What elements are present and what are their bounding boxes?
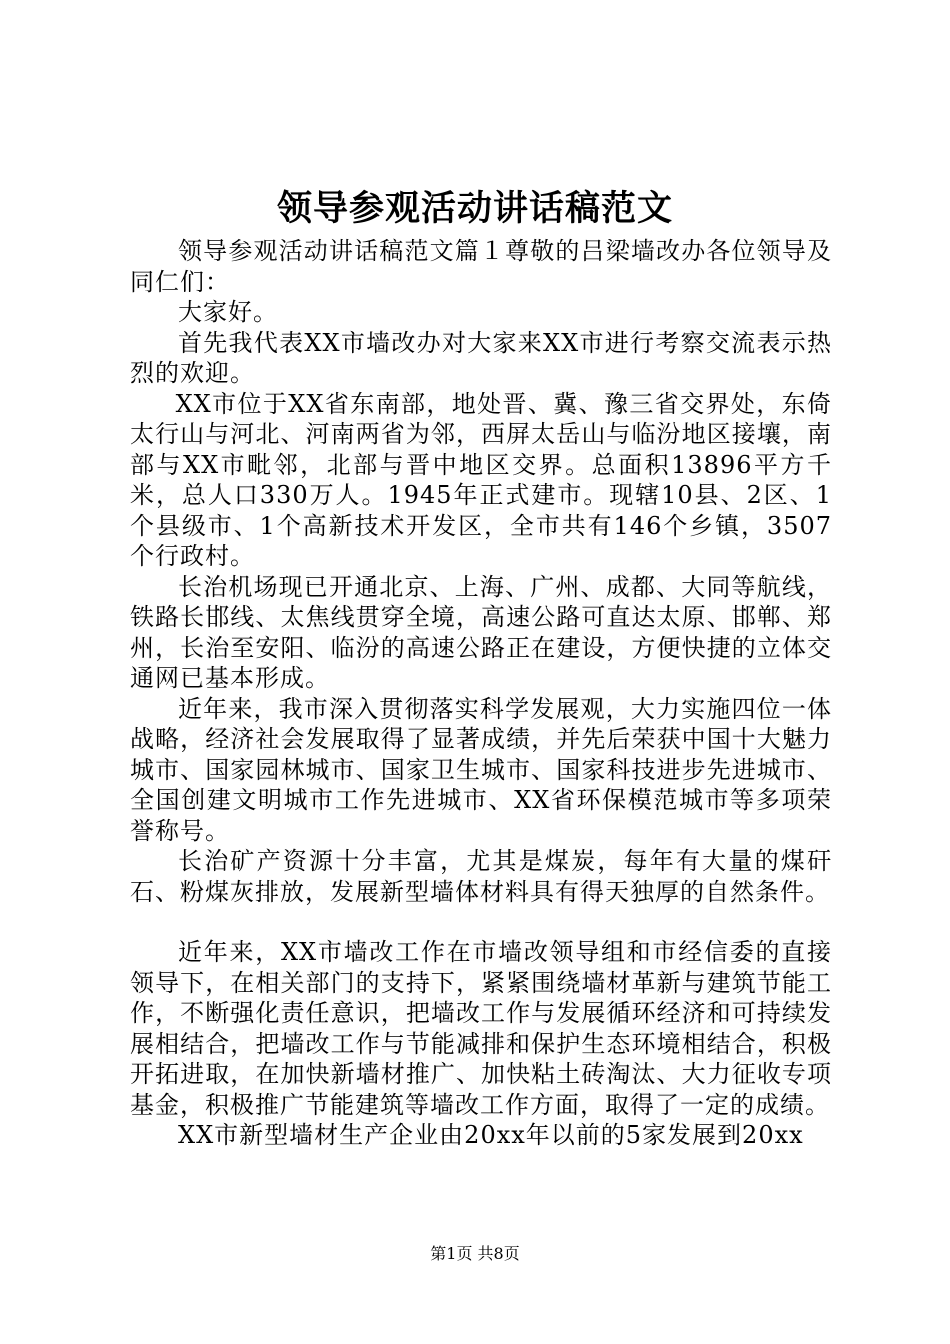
paragraph-enterprises: XX市新型墙材生产企业由20xx年以前的5家发展到20xx [178, 1121, 804, 1149]
paragraph-welcome: 首先我代表XX市墙改办对大家来XX市进行考察交流表示热烈的欢迎。 [130, 328, 832, 387]
page-footer: 第1页 共8页 [430, 1244, 520, 1263]
document-title: 领导参观活动讲话稿范文 [276, 188, 673, 229]
paragraph-wall-reform: 近年来，XX市墙改工作在市墙改领导组和市经信委的直接领导下，在相关部门的支持下，紧紧围绕墙材革新与建筑节能工作，不断强化责任意识，把墙改工作与发展循环经济和可持续发展相结合，把墙改工作与节能减排和保护生态环境相结合，积极开拓进取，在加快新墙材推广、加快粘土砖淘汰、大力征收专项基金，积极推广节能建筑等墙改工作方面，取得了一定的成绩。 [130, 938, 832, 1119]
paragraph-achievements: 近年来，我市深入贯彻落实科学发展观，大力实施四位一体战略，经济社会发展取得了显著成绩，并先后荣获中国十大魅力城市、国家园林城市、国家卫生城市、国家科技进步先进城市、全国创建文明城市工作先进城市、XX省环保模范城市等多项荣誉称号。 [130, 694, 832, 845]
paragraph-greeting: 领导参观活动讲话稿范文篇１尊敬的吕梁墙改办各位领导及同仁们： [130, 237, 832, 296]
paragraph-transport: 长治机场现已开通北京、上海、广州、成都、大同等航线，铁路长邯线、太焦线贯穿全境，高速公路可直达太原、邯郸、郑州，长治至安阳、临汾的高速公路正在建设，方便快捷的立体交通网已基本形成。 [130, 572, 832, 692]
paragraph-resources: 长治矿产资源十分丰富，尤其是煤炭，每年有大量的煤矸石、粉煤灰排放，发展新型墙体材料具有得天独厚的自然条件。 [130, 847, 832, 906]
paragraph-city-overview: XX市位于XX省东南部，地处晋、冀、豫三省交界处，东倚太行山与河北、河南两省为邻，西屏太岳山与临汾地区接壤，南部与XX市毗邻，北部与晋中地区交界。总面积13896平方千米，总人口330万人。1945年正式建市。现辖10县、2区、1个县级市、1个高新技术开发区，全市共有146个乡镇，3507个行政村。 [130, 389, 832, 570]
document-body [130, 236, 832, 1151]
paragraph-hello: 大家好。 [178, 298, 278, 326]
